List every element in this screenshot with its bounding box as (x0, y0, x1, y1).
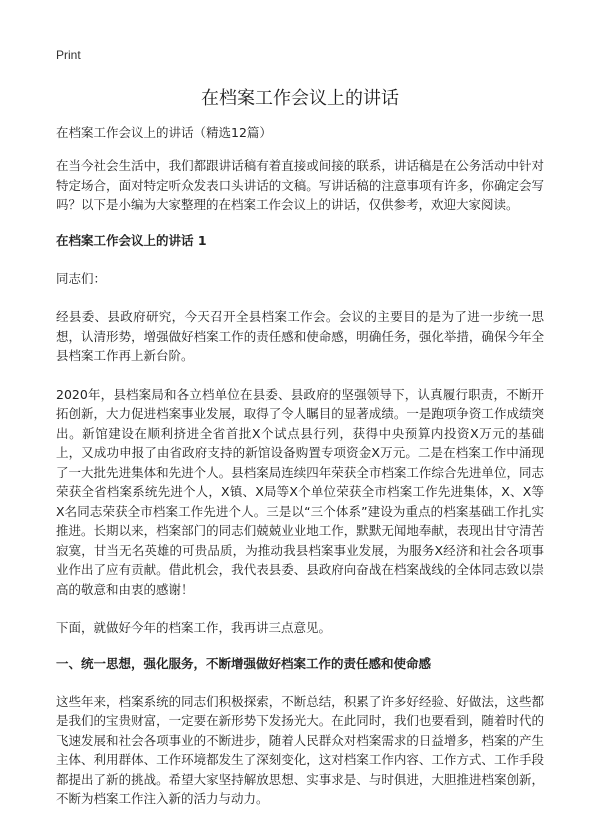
section-heading-2: 一、统一思想，强化服务，不断增强做好档案工作的责任感和使命感 (56, 655, 432, 671)
document-subtitle: 在档案工作会议上的讲话（精选12篇） (56, 125, 272, 140)
body-paragraph-3: 下面，就做好今年的档案工作，我再讲三点意见。 (56, 620, 332, 635)
print-link[interactable]: Print (56, 48, 81, 62)
body-paragraph-2: 2020年，县档案局和各立档单位在县委、县政府的坚强领导下，认真履行职责，不断开拓创新，大力促进档案事业发展，取得了令人瞩目的显著成绩。一是跑项争资工作成绩突出。新馆建设在顺利挤进全省首批X个试点县行列，获得中央预算内投资X万元的基础上，又成功申报了由省政府支持的新馆设备购置专项资金X万元。二是在档案工作中涌现了一大批先进集体和先进个人。县档案局连续四年荣获全市档案工作综合先进单位，同志荣获全省档案系统先进个人，X镇、X局等X个单位荣获全市档案工作先进集体，X、X等X名同志荣获全市档案工作先进个人。三是以“三个体系”建设为重点的档案基础工作扎实推进。长期以来，档案部门的同志们兢兢业业地工作，默默无闻地奉献，表现出甘守清苦寂寞，甘当无名英雄的可贵品质，为推动我县档案事业发展，为服务X经济和社会各项事业作出了应有贡献。借此机会，我代表县委、县政府向奋战在档案战线的全体同志致以崇高的敬意和由衷的感谢！ (56, 386, 544, 597)
section-heading-1: 在档案工作会议上的讲话 1 (56, 232, 207, 248)
greeting-paragraph: 同志们： (56, 270, 107, 286)
intro-paragraph: 在当今社会生活中，我们都跟讲话稿有着直接或间接的联系，讲话稿是在公务活动中针对特定场合，面对特定听众发表口头讲话的文稿。写讲话稿的注意事项有许多，你确定会写吗？以下是小编为大家整理的在档案工作会议上的讲话，仅供参考，欢迎大家阅读。 (56, 158, 544, 212)
page-title: 在档案工作会议上的讲话 (201, 88, 399, 109)
body-paragraph-1: 经县委、县政府研究，今天召开全县档案工作会。会议的主要目的是为了进一步统一思想，认清形势，增强做好档案工作的责任感和使命感，明确任务，强化举措，确保今年全县档案工作再上新台阶。 (56, 309, 544, 363)
body-paragraph-4: 这些年来，档案系统的同志们积极探索，不断总结，积累了许多好经验、好做法，这些都是我们的宝贵财富，一定要在新形势下发扬光大。在此同时，我们也要看到，随着时代的飞速发展和社会各项事业的不断进步，随着人民群众对档案需求的日益增多，档案的产生主体、利用群体、工作环境都发生了深刻变化，这对档案工作内容、工作方式、工作手段都提出了新的挑战。希望大家坚持解放思想、实事求是、与时俱进，大胆推进档案创新，不断为档案工作注入新的活力与动力。 (56, 693, 544, 806)
